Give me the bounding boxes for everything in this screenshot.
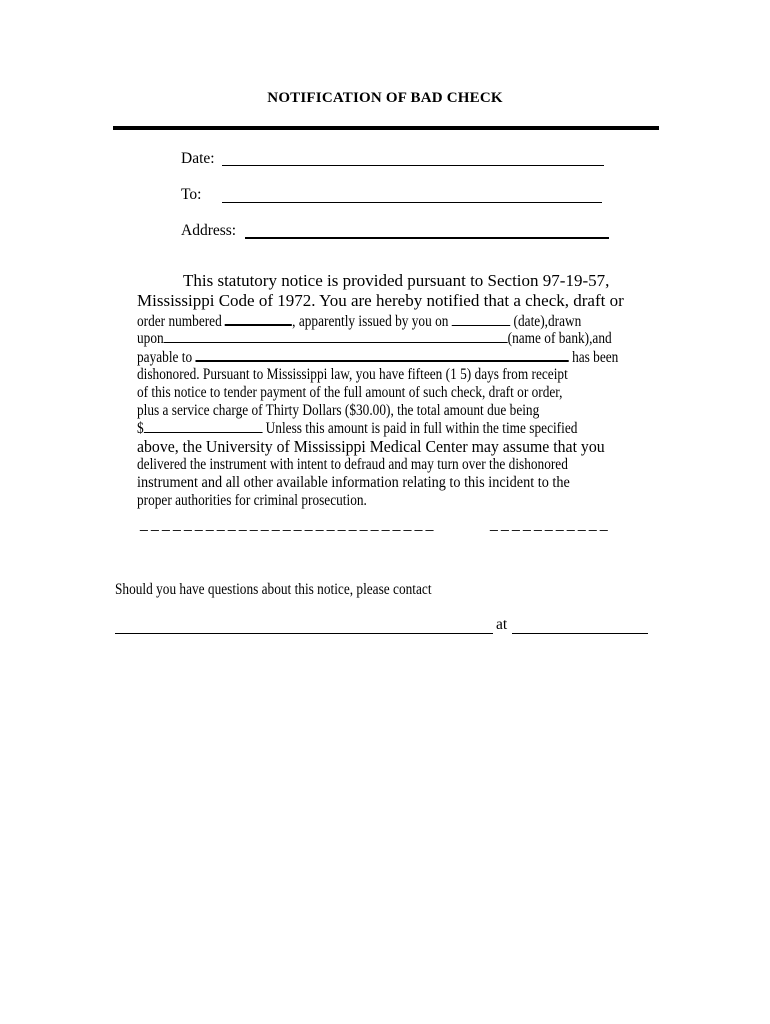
- bank-name-field[interactable]: [164, 330, 508, 343]
- page-title: NOTIFICATION OF BAD CHECK: [267, 90, 503, 106]
- contact-name-field[interactable]: [115, 633, 493, 634]
- body-line: of this notice to tender payment of the full amount of such check, draft or order,: [137, 384, 563, 401]
- body-text: Unless this amount is paid in full within the time specified: [265, 420, 578, 437]
- amount-due-field[interactable]: [144, 420, 263, 433]
- body-line: instrument and all other available information relating to this incident to the: [137, 474, 570, 491]
- issue-date-field[interactable]: [452, 313, 510, 326]
- at-label: at: [496, 616, 508, 633]
- body-text: order numbered: [137, 313, 222, 330]
- title-divider: [113, 126, 659, 130]
- check-number-field[interactable]: [225, 312, 292, 326]
- body-text: $: [137, 420, 144, 437]
- body-text: (name of bank),and: [507, 330, 612, 347]
- body-line: [137, 420, 649, 438]
- body-line: above, the University of Mississippi Medical Center may assume that you: [137, 437, 605, 456]
- body-line: delivered the instrument with intent to defraud and may turn over the dishonored: [137, 456, 568, 473]
- body-text: payable to: [137, 349, 193, 366]
- to-label: To:: [181, 186, 202, 203]
- body-line: Mississippi Code of 1972. You are hereby notified that a check, draft or: [137, 291, 624, 310]
- body-text: has been: [572, 349, 619, 366]
- body-text: (date),drawn: [513, 313, 582, 330]
- date-label: Date:: [181, 150, 215, 167]
- body-line: proper authorities for criminal prosecution.: [137, 492, 367, 509]
- contact-phone-field[interactable]: [512, 633, 648, 634]
- body-line: [137, 348, 697, 367]
- to-field[interactable]: [222, 202, 602, 203]
- contact-text: Should you have questions about this notice, please contact: [115, 581, 432, 598]
- address-label: Address:: [181, 222, 237, 239]
- body-line: dishonored. Pursuant to Mississippi law, you have fifteen (1 5) days from receipt: [137, 366, 568, 383]
- payee-field[interactable]: [195, 348, 568, 362]
- date-field[interactable]: [222, 165, 604, 166]
- body-text: upon: [137, 330, 164, 347]
- body-text: , apparently issued by you on: [292, 313, 449, 330]
- signature-line[interactable]: ___________________________: [140, 515, 437, 531]
- body-line: This statutory notice is provided pursuant to Section 97-19-57,: [183, 271, 610, 290]
- date-signed-line[interactable]: ___________: [490, 515, 611, 531]
- body-line: [137, 330, 689, 348]
- body-line: [137, 312, 654, 331]
- body-line: plus a service charge of Thirty Dollars ($30.00), the total amount due being: [137, 402, 540, 419]
- address-field[interactable]: [245, 237, 609, 239]
